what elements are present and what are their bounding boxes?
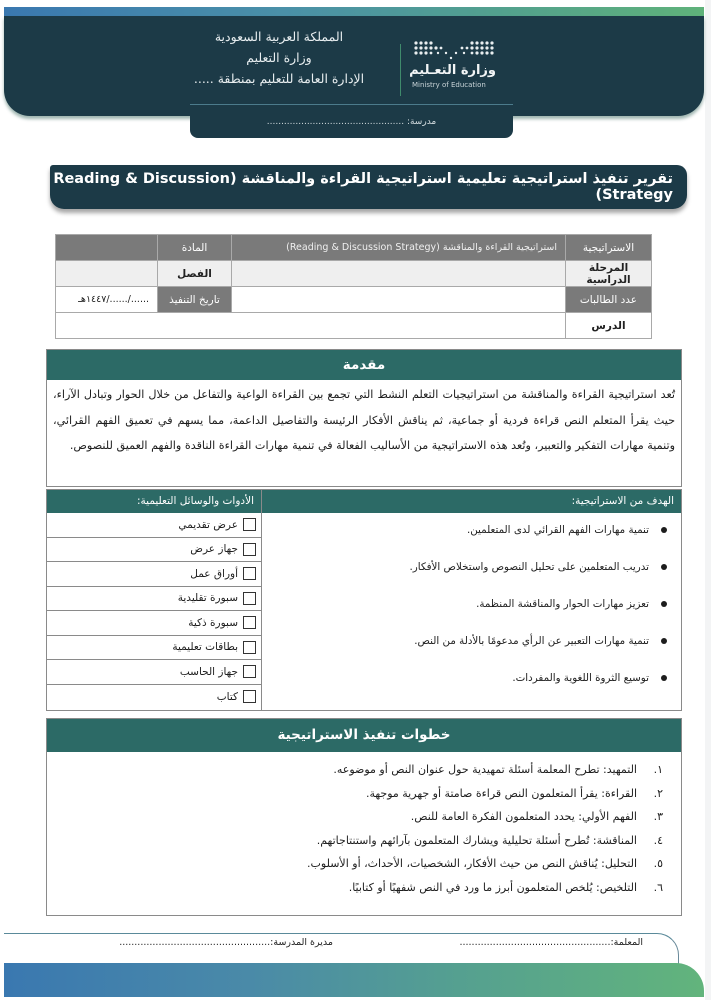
school-name-field[interactable] (190, 104, 513, 138)
header-banner (4, 16, 704, 116)
steps-list (47, 752, 681, 900)
step-number: ٣. (653, 810, 663, 824)
step-text: التحليل: يُناقش النص من حيث الأفكار، الشخصيات، الأحداث، أو الأسلوب. (307, 857, 637, 871)
step-number: ٦. (653, 880, 663, 894)
tool-option[interactable] (47, 587, 261, 612)
lesson-label: الدرس (566, 313, 652, 339)
checkbox[interactable] (243, 641, 256, 654)
step-text: المناقشة: تُطرح أسئلة تحليلية ويشارك المتعلمون بآرائهم واستنتاجاتهم. (316, 833, 637, 847)
step-text: التمهيد: تطرح المعلمة أسئلة تمهيدية حول عنوان النص أو موضوعه. (333, 763, 637, 776)
tool-option[interactable] (47, 660, 261, 685)
steps-section (46, 718, 682, 916)
step-number: ٥. (653, 857, 663, 871)
bullet-icon (661, 638, 667, 644)
steps-heading: خطوات تنفيذ الاستراتيجية (47, 719, 681, 752)
tool-label: سبورة ذكية (188, 616, 238, 629)
intro-heading: مقدمة (47, 350, 681, 380)
header-directorate: الإدارة العامة للتعليم بمنطقة ..... (193, 71, 365, 86)
stage-value[interactable] (232, 261, 566, 287)
checkbox[interactable] (243, 518, 256, 531)
top-gradient-stripe (4, 7, 704, 16)
header-country: المملكة العربية السعودية (214, 29, 344, 44)
list-item (47, 782, 663, 806)
date-value[interactable]: ....../....../١٤٤٧هـ (56, 287, 158, 313)
header-divider (400, 44, 401, 96)
info-table (55, 234, 652, 339)
goals-tools-section (46, 489, 682, 711)
goals-list (262, 513, 681, 704)
subject-value[interactable] (56, 235, 158, 261)
goal-text: تنمية مهارات التعبير عن الرأي مدعومًا بالأدلة من النص. (414, 635, 649, 647)
students-label: عدد الطالبات (566, 287, 652, 313)
step-number: ٤. (653, 833, 663, 847)
goals-heading: الهدف من الاستراتيجية: (262, 490, 681, 513)
header-text (164, 26, 394, 89)
teacher-signature-field[interactable]: المعلمة:.................................................. (459, 937, 643, 948)
goal-text: توسيع الثروة اللغوية والمفردات. (512, 672, 649, 684)
table-row (56, 287, 652, 313)
step-number: ٢. (653, 786, 663, 800)
checkbox[interactable] (243, 665, 256, 678)
principal-signature-field[interactable]: مديرة المدرسة:.................................................. (119, 937, 333, 948)
checkbox[interactable] (243, 616, 256, 629)
list-item (262, 593, 669, 630)
goal-text: تعزيز مهارات الحوار والمناقشة المنظمة. (476, 598, 649, 610)
checkbox[interactable] (243, 690, 256, 703)
school-label: مدرسة: ................................................ (266, 116, 437, 127)
tool-option[interactable] (47, 611, 261, 636)
ministry-logo (408, 38, 500, 94)
report-title: تقرير تنفيذ استراتيجية تعليمية استراتيجية القراءة والمناقشة (Reading & Discussion Strategy) (50, 165, 687, 209)
date-label: تاريخ التنفيذ (158, 287, 232, 313)
bullet-icon (661, 564, 667, 570)
checkbox[interactable] (243, 543, 256, 556)
ministry-logo-arabic: وزارة التعـليم (409, 63, 496, 78)
subject-label: المادة (158, 235, 232, 261)
tool-option[interactable] (47, 562, 261, 587)
intro-body: تُعد استراتيجية القراءة والمناقشة من استراتيجيات التعلم النشط التي تجمع بين القراءة الواعية والتفاعل من خلال الحوار وتبادل الآراء، حيث يقرأ المتعلم النص قراءة فردية أو جماعية، ثم يناقش الأفكار الرئيسة والتفاصيل الداعمة، مما يسهم في تعميق الفهم القرائي، وتنمية مهارات التفكير والتعبير، وتُعد هذه الاستراتيجية من الأساليب الفعالة في تنمية مهارات القراءة الناقدة والفهم العميق للنصوص. (53, 388, 675, 452)
students-value[interactable] (232, 287, 566, 313)
tool-label: جهاز عرض (190, 543, 238, 556)
list-item (262, 630, 669, 667)
table-row (56, 261, 652, 287)
tool-option[interactable] (47, 636, 261, 661)
tool-option[interactable] (47, 685, 261, 710)
list-item (262, 519, 669, 556)
tool-label: جهاز الحاسب (179, 665, 238, 678)
strategy-label: الاستراتيجية (566, 235, 652, 261)
tool-label: أوراق عمل (190, 567, 238, 580)
header-ministry: وزارة التعليم (246, 50, 312, 65)
stage-label: المرحلة الدراسية (566, 261, 652, 287)
step-text: القراءة: يقرأ المتعلمون النص قراءة صامتة أو جهرية موجهة. (365, 786, 637, 800)
list-item (47, 805, 663, 829)
tool-option[interactable] (47, 538, 261, 563)
goals-column (261, 490, 681, 710)
bullet-icon (661, 601, 667, 607)
tool-label: بطاقات تعليمية (172, 641, 238, 654)
checkbox[interactable] (243, 567, 256, 580)
list-item (262, 556, 669, 593)
table-row (56, 235, 652, 261)
tool-label: عرض تقديمي (178, 518, 238, 531)
intro-section (46, 349, 682, 487)
table-row (56, 313, 652, 339)
tool-label: كتاب (216, 690, 238, 703)
list-item (262, 667, 669, 704)
lesson-value[interactable] (56, 313, 566, 339)
step-number: ١. (653, 763, 663, 776)
tool-option[interactable] (47, 513, 261, 538)
list-item (47, 829, 663, 853)
bullet-icon (661, 527, 667, 533)
goal-text: تنمية مهارات الفهم القرائي لدى المتعلمين. (466, 524, 649, 536)
list-item (47, 758, 663, 782)
list-item (47, 876, 663, 900)
tools-heading: الأدوات والوسائل التعليمية: (47, 490, 261, 513)
bottom-gradient-band (4, 963, 704, 997)
class-label: الفصل (158, 261, 232, 287)
list-item (47, 852, 663, 876)
goal-text: تدريب المتعلمين على تحليل النصوص واستخلاص الأفكار. (409, 561, 649, 573)
class-value[interactable] (56, 261, 158, 287)
step-text: الفهم الأولي: يحدد المتعلمون الفكرة العامة للنص. (410, 810, 637, 824)
strategy-value[interactable]: استراتيجية القراءة والمناقشة (Reading & Discussion Strategy) (232, 235, 566, 261)
tools-column (47, 490, 261, 710)
checkbox[interactable] (243, 592, 256, 605)
tool-label: سبورة تقليدية (177, 592, 238, 605)
step-text: التلخيص: يُلخص المتعلمون أبرز ما ورد في النص شفهيًا أو كتابيًا. (348, 880, 637, 894)
ministry-logo-english: Ministry of Education (412, 81, 486, 89)
bullet-icon (661, 675, 667, 681)
ministry-logo-dots-icon (412, 40, 498, 62)
